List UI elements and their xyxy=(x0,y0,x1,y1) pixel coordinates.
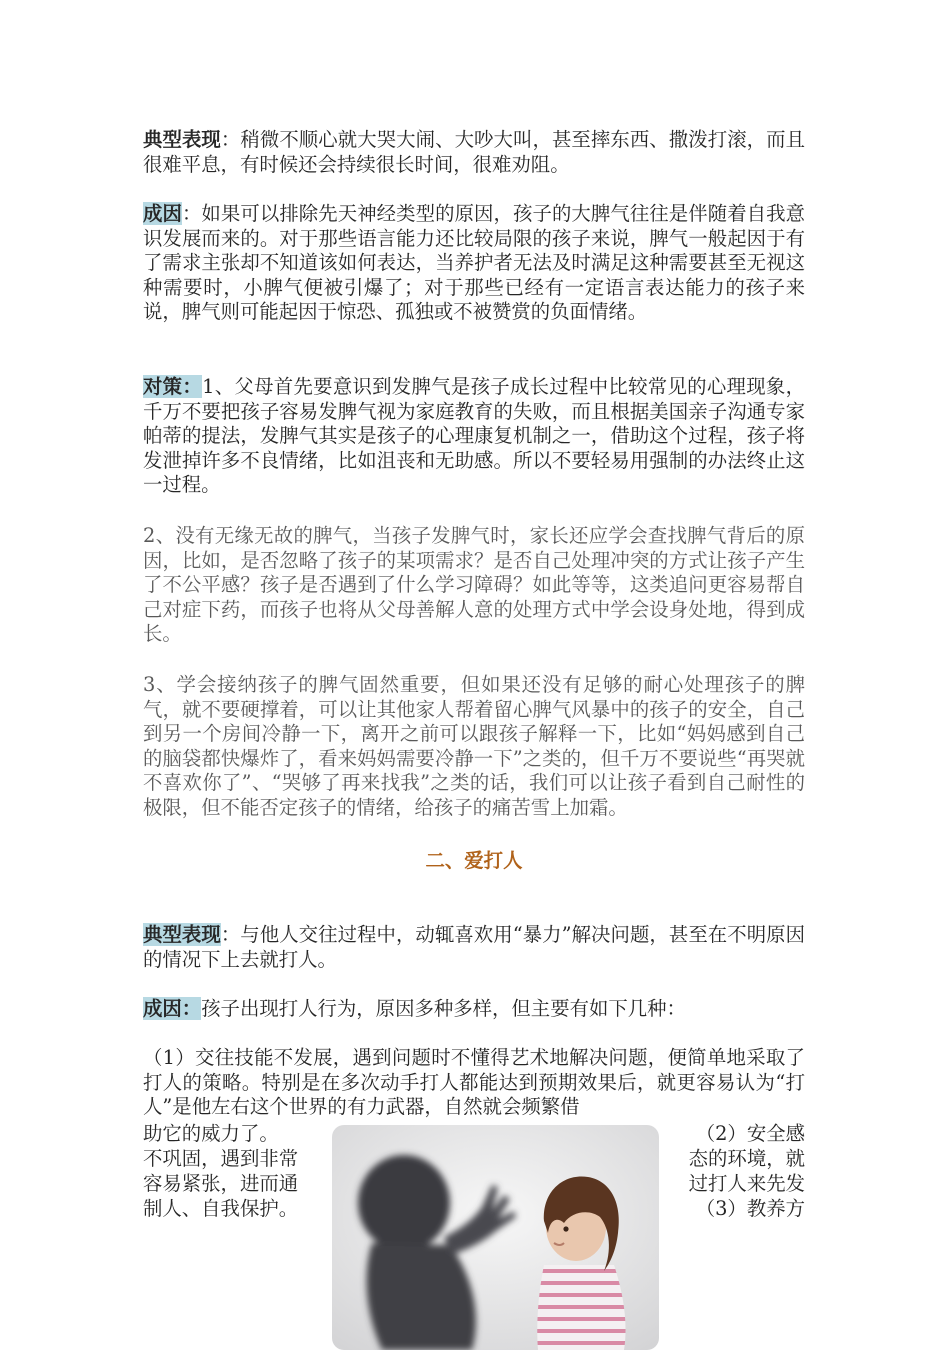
child-shadow-illustration xyxy=(332,1125,659,1350)
typical-behavior-paragraph-1 xyxy=(143,128,805,177)
wrap-line-right-4: （3）教养方 xyxy=(695,1197,805,1220)
wrap-line-left-1: 助它的威力了。 xyxy=(143,1122,279,1145)
label-strategy: 对策： xyxy=(143,375,203,398)
wrap-line-left-2: 不巩固，遇到非常 xyxy=(143,1147,299,1170)
cause-paragraph-2 xyxy=(143,997,805,1022)
label-cause: 成因： xyxy=(143,997,202,1020)
paragraph-text: ：稍微不顺心就大哭大闹、大吵大叫，甚至摔东西、撒泼打滚，而且很难平息，有时候还会持续很长时间，很难劝阻。 xyxy=(143,128,806,176)
paragraph-text: 孩子出现打人行为，原因多种多样，但主要有如下几种： xyxy=(201,997,686,1020)
strategy-paragraph-3: 3、学会接纳孩子的脾气固然重要，但如果还没有足够的耐心处理孩子的脾气，就不要硬撑着，可以让其他家人帮着留心脾气风暴中的孩子的安全，自己到另一个房间冷静一下，离开之前可以跟孩子解释一下，比如“妈妈感到自己的脑袋都快爆炸了，看来妈妈需要冷静一下”之类的，但千万不要说些“再哭就不喜欢你了”、“哭够了再来找我”之类的话，我们可以让孩子看到自己耐性的极限，但不能否定孩子的情绪，给孩子的痛苦雪上加霜。 xyxy=(143,673,805,819)
label-typical-behavior: 典型表现 xyxy=(143,128,221,151)
strategy-paragraph-2: 2、没有无缘无故的脾气，当孩子发脾气时，家长还应学会查找脾气背后的原因，比如，是否忽略了孩子的某项需求？是否自己处理冲突的方式让孩子产生了不公平感？孩子是否遇到了什么学习障碍？如此等等，这类追问更容易帮自己对症下药，而孩子也将从父母善解人意的处理方式中学会设身处地，得到成长。 xyxy=(143,524,805,646)
wrap-line-right-2: 态的环境，就 xyxy=(688,1147,805,1170)
wrap-line-left-4: 制人、自我保护。 xyxy=(143,1197,299,1220)
label-cause: 成因 xyxy=(143,202,182,225)
section-heading-hitting: 二、爱打人 xyxy=(425,849,523,872)
label-typical-behavior: 典型表现 xyxy=(143,923,221,946)
typical-behavior-paragraph-2 xyxy=(143,923,805,972)
paragraph-text: 1、父母首先要意识到发脾气是孩子成长过程中比较常见的心理现象，千万不要把孩子容易发脾气视为家庭教育的失败，而且根据美国亲子沟通专家帕蒂的提法，发脾气其实是孩子的心理康复机制之一，借助这个过程，孩子将发泄掉许多不良情绪，比如沮丧和无助感。所以不要轻易用强制的办法终止这一过程。 xyxy=(143,375,805,497)
paragraph-text: ：如果可以排除先天神经类型的原因，孩子的大脾气往往是伴随着自我意识发展而来的。对于那些语言能力还比较局限的孩子来说，脾气一般起因于有了需求主张却不知道该如何表达，当养护者无法及时满足这种需要甚至无视这种需要时，小脾气便被引爆了；对于那些已经有一定语言表达能力的孩子来说，脾气则可能起因于惊恐、孤独或不被赞赏的负面情绪。 xyxy=(143,202,806,324)
wrap-line-right-1: （2）安全感 xyxy=(695,1122,805,1145)
wrap-line-left-3: 容易紧张，进而通 xyxy=(143,1172,299,1195)
cause-paragraph-1 xyxy=(143,202,805,325)
paragraph-text: ：与他人交往过程中，动辄喜欢用“暴力”解决问题，甚至在不明原因的情况下上去就打人。 xyxy=(143,923,806,971)
child-shadow-photo xyxy=(332,1125,659,1350)
cause-detail-paragraph: （1）交往技能不发展，遇到问题时不懂得艺术地解决问题，便简单地采取了打人的策略。特别是在多次动手打人都能达到预期效果后，就更容易认为“打人”是他左右这个世界的有力武器，自然就会频繁借 xyxy=(143,1046,805,1119)
wrap-line-right-3: 过打人来先发 xyxy=(688,1172,805,1195)
strategy-paragraph-1 xyxy=(143,375,805,498)
